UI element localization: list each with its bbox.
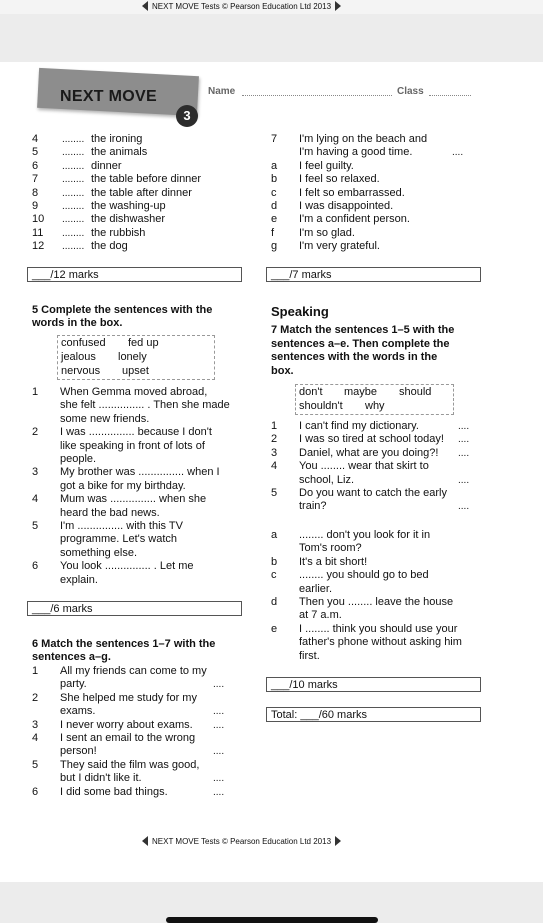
word: should [399, 386, 432, 398]
ex5-title-line2: words in the box. [32, 317, 123, 329]
word: nervous [61, 365, 101, 377]
word: don't [299, 386, 323, 398]
answer-blank[interactable]: .... [213, 773, 225, 785]
answer-blank[interactable]: ........ [62, 160, 85, 172]
ex7-title-line3: sentences with the words in the [271, 351, 438, 363]
item-text: I'm a confident person. [299, 213, 410, 226]
top-footer-text: NEXT MOVE Tests © Pearson Education Ltd 2013 [152, 1, 332, 11]
item-text: the rubbish [91, 226, 146, 239]
class-label: Class [397, 86, 424, 97]
item-text: I'm very grateful. [299, 240, 380, 253]
word: lonely [118, 351, 147, 363]
item-text: I feel so relaxed. [299, 173, 380, 186]
ex7-word-box [295, 384, 454, 415]
name-field[interactable] [242, 95, 392, 96]
answer-blank[interactable]: ........ [62, 201, 85, 212]
answer-blank[interactable]: .... [458, 447, 470, 459]
word: why [365, 400, 385, 412]
item-text: I was disappointed. [299, 200, 394, 212]
ex6-title-line1: 6 Match the sentences 1–7 with the [32, 638, 216, 650]
ex5-title-line1: 5 Complete the sentences with the [32, 304, 213, 316]
word: confused [61, 337, 106, 349]
item-text: I'm so glad. [299, 226, 355, 239]
ex7-title-line1: 7 Match the sentences 1–5 with the [271, 324, 455, 336]
bottom-footer [142, 836, 341, 846]
arrow-right-icon [335, 836, 341, 846]
answer-blank[interactable]: .... [458, 474, 470, 486]
total-marks-box[interactable]: Total: ___/60 marks [266, 707, 481, 722]
answer-blank[interactable]: .... [213, 786, 225, 798]
item-text: the table before dinner [91, 173, 202, 186]
answer-blank[interactable]: .... [213, 746, 225, 758]
top-footer [142, 1, 341, 11]
answer-blank[interactable]: .... [452, 147, 464, 159]
item-text: the dishwasher [91, 213, 165, 226]
answer-blank[interactable]: .... [458, 434, 470, 446]
item-text: the table after dinner [91, 186, 192, 199]
bottom-footer-text: NEXT MOVE Tests © Pearson Education Ltd 2013 [152, 836, 332, 846]
answer-blank[interactable]: .... [213, 719, 225, 731]
answer-blank[interactable]: ........ [62, 214, 85, 226]
arrow-left-icon [142, 1, 148, 11]
word: maybe [344, 386, 378, 398]
answer-blank[interactable]: ........ [62, 134, 85, 145]
answer-blank[interactable]: .... [213, 706, 225, 718]
marks-box-chores[interactable]: ___/12 marks [27, 267, 242, 282]
answer-blank[interactable]: ........ [62, 227, 85, 239]
answer-blank[interactable]: .... [213, 679, 225, 691]
marks-box-feelings[interactable]: ___/7 marks [266, 267, 481, 282]
answer-blank[interactable]: ........ [62, 187, 85, 199]
word: upset [122, 365, 149, 377]
item-text: I feel guilty. [299, 159, 354, 172]
level-badge: 3 [176, 105, 198, 127]
answer-blank[interactable]: .... [458, 501, 470, 513]
marks-box-speaking[interactable]: ___/10 marks [266, 677, 481, 692]
speaking-heading: Speaking [271, 304, 329, 319]
class-field[interactable] [429, 95, 471, 96]
item-text: the ironing [91, 133, 143, 145]
item-text: I felt so embarrassed. [299, 186, 405, 199]
marks-box-ex5[interactable]: ___/6 marks [27, 601, 242, 616]
home-indicator[interactable] [166, 917, 378, 923]
word: fed up [128, 337, 159, 349]
arrow-left-icon [142, 836, 148, 846]
item-text: the animals [91, 146, 148, 159]
word: jealous [61, 351, 96, 363]
item-text: the washing-up [91, 200, 166, 212]
item-text: the dog [91, 240, 128, 253]
ex7-title-line2: sentences a–e. Then complete the [271, 337, 450, 350]
answer-blank[interactable]: ........ [62, 174, 85, 186]
logo-title: NEXT MOVE [60, 88, 157, 105]
item-text: dinner [91, 159, 122, 172]
answer-blank[interactable]: .... [458, 421, 470, 432]
name-label: Name [208, 86, 236, 97]
ex7-title-line4: box. [271, 364, 294, 377]
item-text: I'm lying on the beach and [299, 133, 428, 145]
item-text: I'm having a good time. [299, 146, 413, 159]
ex5-word-box [57, 335, 215, 380]
answer-blank[interactable]: ........ [62, 147, 85, 159]
word: shouldn't [299, 400, 343, 412]
arrow-right-icon [335, 1, 341, 11]
ex6-title-line2: sentences a–g. [32, 651, 111, 663]
answer-blank[interactable]: ........ [62, 241, 85, 253]
